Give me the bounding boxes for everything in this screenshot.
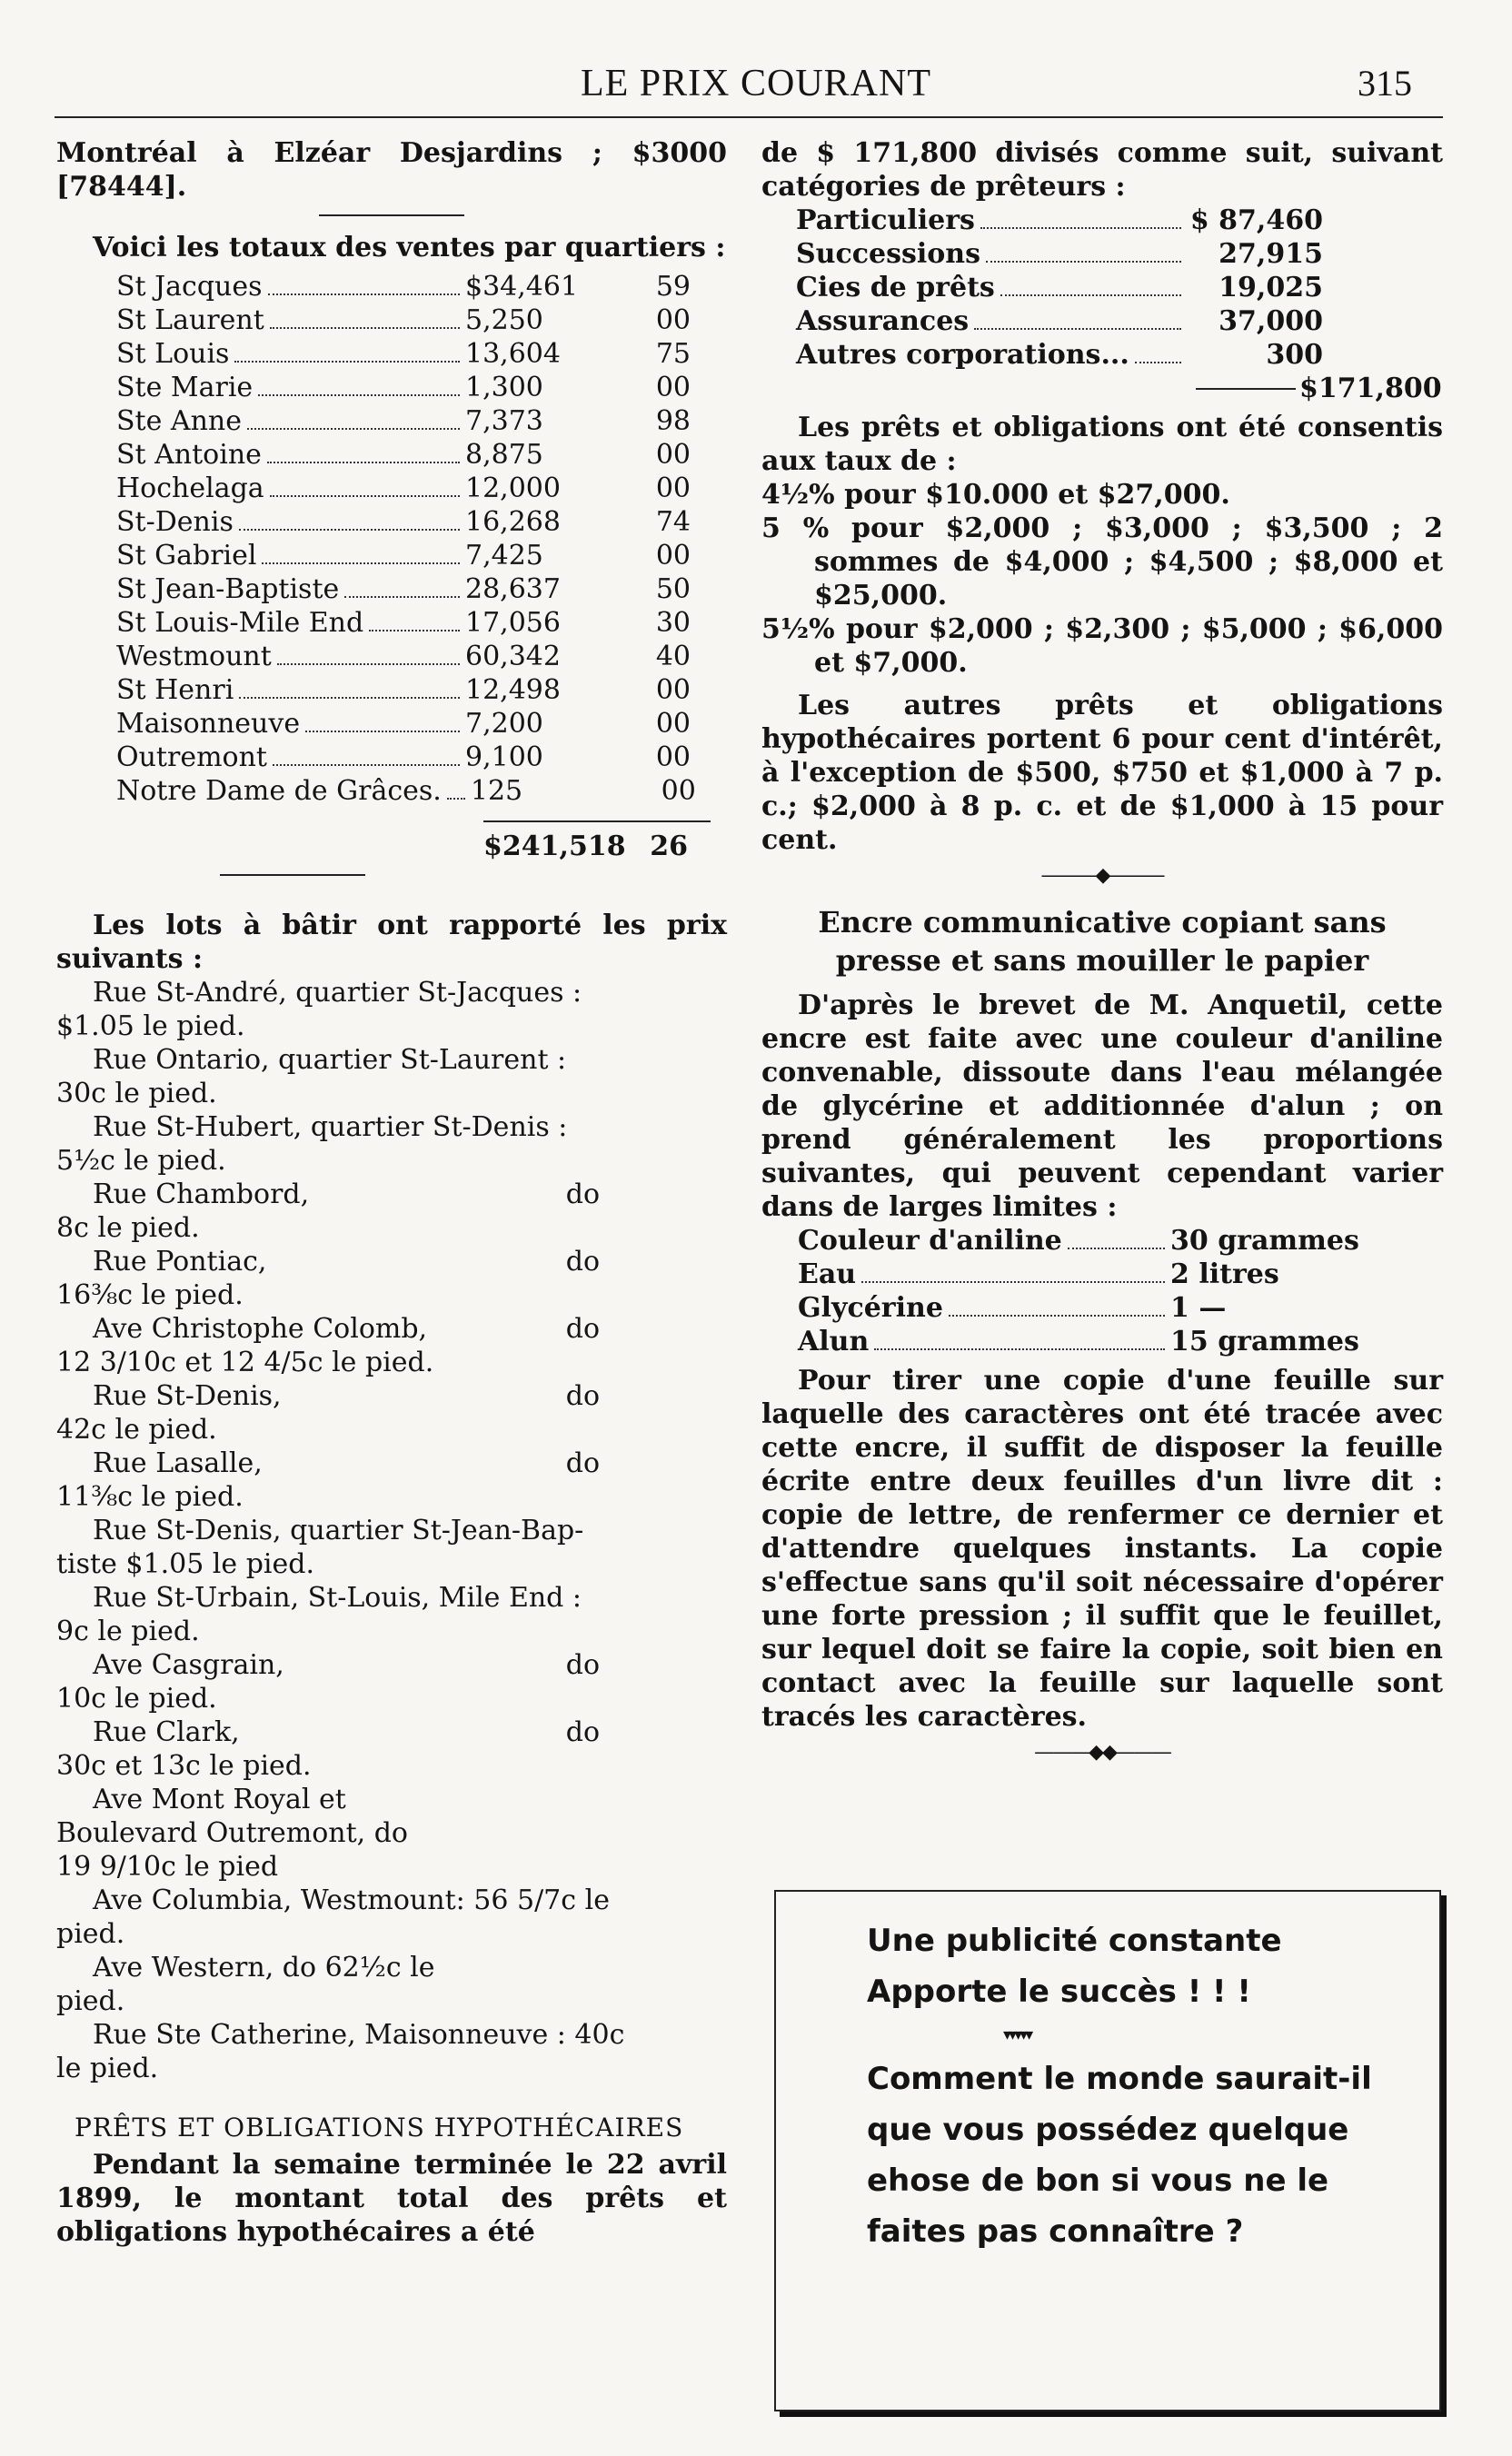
table-row bbox=[116, 337, 691, 371]
leader-dots bbox=[986, 261, 1181, 263]
ditto-mark: do bbox=[565, 1246, 600, 1278]
table-row bbox=[116, 606, 691, 640]
ingredient-qty: 1 — bbox=[1170, 1292, 1227, 1324]
quartier-name: St Gabriel bbox=[116, 540, 257, 572]
lot-price: 8c le pied. bbox=[56, 1212, 200, 1244]
lot-street-text: Rue St-Hubert, quartier St-Denis : bbox=[93, 1111, 568, 1143]
list-item bbox=[56, 1648, 727, 1715]
total-row bbox=[56, 830, 727, 863]
lot-street bbox=[56, 1715, 727, 1749]
lender-name: Successions bbox=[796, 238, 980, 270]
lot-street-text: Rue Ste Catherine, Maisonneuve : 40c bbox=[93, 2019, 625, 2051]
lot-street-text: Rue Clark, bbox=[93, 1716, 240, 1748]
quartier-cents: 50 bbox=[655, 573, 691, 605]
quartier-name: St-Denis bbox=[116, 506, 234, 538]
lender-amount: 27,915 bbox=[1219, 238, 1323, 270]
table-row bbox=[116, 707, 691, 741]
table-row bbox=[116, 774, 696, 808]
divider bbox=[319, 214, 464, 216]
total-amount: $241,518 bbox=[483, 830, 626, 862]
table-row bbox=[116, 472, 691, 505]
ink-paragraph-2: Pour tirer une copie d'une feuille sur laquelle des caractères ont été tracée avec cette encre, il suffit de disposer la feuille écrite entre deux feuilles d'un livre dit : copie de lettre, de renfermer ce dernier et d'attendre quelques instants. La copie s'effectue sans qu'il soit nécessaire d'opérer une forte pression ; il suffit que le feuillet, sur lequel doit se faire la copie, soit bien en contact avec la feuille sur laquelle sont tracés les caractères. bbox=[761, 1365, 1443, 1733]
table-row bbox=[116, 438, 691, 472]
lot-street bbox=[56, 1447, 727, 1480]
lots-heading: Les lots à bâtir ont rapporté les prix suivants : bbox=[56, 910, 727, 975]
quartier-cents: 00 bbox=[655, 472, 691, 504]
ad-line-2: Apporte le succès ! ! ! bbox=[867, 1974, 1251, 2010]
list-item bbox=[56, 1850, 727, 1884]
lot-price: Boulevard Outremont, do bbox=[56, 1817, 408, 1849]
quartier-cents: 40 bbox=[655, 641, 691, 672]
lot-street-text: Rue St-Denis, quartier St-Jean-Bap- bbox=[93, 1515, 584, 1546]
lots-list bbox=[56, 976, 727, 2085]
table-row bbox=[116, 371, 691, 404]
lenders-total: $171,800 bbox=[1299, 373, 1442, 404]
total-dash bbox=[1196, 388, 1296, 390]
lot-street bbox=[56, 1951, 727, 1984]
table-row bbox=[796, 304, 1323, 338]
quartier-amount: $34,461 bbox=[465, 271, 579, 303]
loans-heading: PRÊTS ET OBLIGATIONS HYPOTHÉCAIRES bbox=[75, 2113, 684, 2143]
table-row bbox=[116, 270, 691, 303]
lender-name: Particuliers bbox=[796, 204, 975, 236]
quartier-cents: 00 bbox=[655, 540, 691, 572]
leader-dots bbox=[980, 227, 1181, 229]
leader-dots bbox=[974, 328, 1181, 330]
lot-price: 12 3/10c et 12 4/5c le pied. bbox=[56, 1347, 434, 1378]
table-row bbox=[796, 271, 1323, 304]
ditto-mark: do bbox=[565, 1716, 600, 1748]
lot-price: pied. bbox=[56, 1985, 125, 2017]
loans-paragraph: Pendant la semaine terminée le 22 avril 1899, le montant total des prêts et obligations hypothécaires a été bbox=[56, 2149, 727, 2248]
quartier-amount: 1,300 bbox=[465, 372, 543, 403]
leader-dots bbox=[305, 731, 460, 732]
table-row bbox=[116, 640, 691, 673]
quartier-amount: 60,342 bbox=[465, 641, 561, 672]
table-row bbox=[798, 1224, 1379, 1258]
quartier-cents: 74 bbox=[655, 506, 691, 538]
leader-dots bbox=[258, 394, 460, 396]
lot-street bbox=[56, 1581, 727, 1615]
table-row bbox=[116, 741, 691, 774]
list-item bbox=[56, 1245, 727, 1312]
lot-price: 9c le pied. bbox=[56, 1616, 200, 1647]
intro-paragraph: Montréal à Elzéar Desjardins ; $3000 [78444]. bbox=[56, 137, 727, 203]
lot-street bbox=[56, 1178, 727, 1211]
ingredient-name: Alun bbox=[798, 1326, 870, 1357]
quartier-amount: 28,637 bbox=[465, 573, 561, 605]
rate-item: 5½% pour $2,000 ; $2,300 ; $5,000 ; $6,000 et $7,000. bbox=[761, 613, 1443, 679]
lot-street-text: Rue Lasalle, bbox=[93, 1447, 263, 1479]
list-item bbox=[56, 1581, 727, 1648]
rates-other: Les autres prêts et obligations hypothécaires portent 6 pour cent d'intérêt, à l'exception de $500, $750 et $1,000 à 7 p. c.; $2,000 à 8 p. c. et de $1,000 à 15 pour cent. bbox=[761, 690, 1443, 856]
list-item bbox=[56, 1783, 727, 1850]
leader-dots bbox=[344, 596, 460, 598]
quartier-cents: 59 bbox=[655, 271, 691, 303]
leader-dots bbox=[1068, 1248, 1165, 1249]
lender-name: Autres corporations... bbox=[796, 339, 1129, 371]
leader-dots bbox=[1000, 294, 1181, 296]
lot-street bbox=[56, 1110, 727, 1144]
table-row bbox=[116, 404, 691, 438]
ditto-mark: do bbox=[565, 1313, 600, 1345]
quartier-cents: 30 bbox=[655, 607, 691, 639]
list-item bbox=[56, 1379, 727, 1447]
lot-street bbox=[56, 1379, 727, 1413]
lot-price: le pied. bbox=[56, 2053, 159, 2084]
lot-price: 30c et 13c le pied. bbox=[56, 1750, 312, 1782]
list-item bbox=[56, 1715, 727, 1783]
lot-street-text: Ave Western, do 62½c le bbox=[93, 1952, 435, 1984]
lot-street-text: Ave Christophe Colomb, bbox=[93, 1313, 428, 1345]
lot-price: 16⅜c le pied. bbox=[56, 1279, 244, 1311]
quartier-name: St Laurent bbox=[116, 304, 264, 336]
ornament-divider: ———◆——— bbox=[1040, 864, 1164, 887]
ingredient-qty: 15 grammes bbox=[1170, 1326, 1359, 1357]
leader-dots bbox=[262, 562, 460, 564]
divider bbox=[220, 874, 365, 876]
quartier-amount: 13,604 bbox=[465, 338, 561, 370]
leader-dots bbox=[270, 495, 460, 497]
list-item bbox=[56, 1178, 727, 1245]
leader-dots bbox=[267, 462, 460, 463]
lot-street bbox=[56, 976, 727, 1009]
running-title: LE PRIX COURANT bbox=[580, 63, 931, 104]
ink-title: Encre communicative copiant sans presse et sans mouiller le papier bbox=[818, 905, 1387, 978]
leader-dots bbox=[447, 798, 465, 800]
ornament-divider: ———◆◆——— bbox=[1034, 1741, 1170, 1764]
lot-price: 19 9/10c le pied bbox=[56, 1851, 279, 1883]
list-item bbox=[56, 1110, 727, 1178]
rate-item: 5 % pour $2,000 ; $3,000 ; $3,500 ; 2 sommes de $4,000 ; $4,500 ; $8,000 et $25,000. bbox=[761, 512, 1443, 612]
quartier-amount: 8,875 bbox=[465, 439, 543, 471]
lot-price: 11⅜c le pied. bbox=[56, 1481, 244, 1513]
lender-amount: 300 bbox=[1266, 339, 1323, 371]
lender-name: Cies de prêts bbox=[796, 272, 995, 303]
quartier-name: Outremont bbox=[116, 741, 267, 773]
table-row bbox=[796, 204, 1323, 237]
quartier-name: Ste Marie bbox=[116, 372, 254, 403]
quartier-cents: 00 bbox=[661, 775, 696, 807]
ingredient-qty: 2 litres bbox=[1170, 1258, 1279, 1290]
quartier-cents: 00 bbox=[655, 674, 691, 706]
leader-dots bbox=[369, 630, 460, 631]
quartier-amount: 12,000 bbox=[465, 472, 561, 504]
ad-line-1: Une publicité constante bbox=[867, 1923, 1282, 1959]
leader-dots bbox=[270, 327, 460, 329]
quartier-name: St Antoine bbox=[116, 439, 262, 471]
table-row bbox=[796, 237, 1323, 271]
ad-ornament: ▾▾▾▾▾ bbox=[1003, 2025, 1031, 2044]
quartier-name: Notre Dame de Grâces. bbox=[116, 775, 442, 807]
quartier-name: Westmount bbox=[116, 641, 272, 672]
quartier-name: St Jean-Baptiste bbox=[116, 573, 340, 605]
ingredient-name: Eau bbox=[798, 1258, 857, 1290]
quartier-name: St Louis-Mile End bbox=[116, 607, 364, 639]
quartier-amount: 12,498 bbox=[465, 674, 561, 706]
ingredient-name: Couleur d'aniline bbox=[798, 1225, 1062, 1257]
quartier-amount: 17,056 bbox=[465, 607, 561, 639]
rates-heading: Les prêts et obligations ont été consentis aux taux de : bbox=[761, 412, 1443, 477]
quartier-name: St Jacques bbox=[116, 271, 263, 303]
leader-dots bbox=[273, 764, 460, 766]
quartier-cents: 00 bbox=[655, 741, 691, 773]
quartier-amount: 16,268 bbox=[465, 506, 561, 538]
lot-street bbox=[56, 1245, 727, 1278]
list-item bbox=[56, 1884, 727, 1951]
lot-street-text: Rue Ontario, quartier St-Laurent : bbox=[93, 1044, 567, 1076]
lenders-intro: de $ 171,800 divisés comme suit, suivant catégories de prêteurs : bbox=[761, 137, 1443, 203]
lot-street-text: Ave Mont Royal et bbox=[93, 1784, 346, 1815]
table-row bbox=[116, 539, 691, 572]
quartier-cents: 00 bbox=[655, 304, 691, 336]
lot-street-text: Ave Columbia, Westmount: 56 5/7c le bbox=[93, 1884, 610, 1916]
ingredient-qty: 30 grammes bbox=[1170, 1225, 1359, 1257]
quartier-cents: 00 bbox=[655, 708, 691, 740]
left-column bbox=[56, 136, 727, 2249]
leader-dots bbox=[239, 697, 460, 699]
ink-recipe-table bbox=[761, 1224, 1379, 1358]
lot-price: 5½c le pied. bbox=[56, 1145, 226, 1177]
leader-dots bbox=[949, 1315, 1165, 1317]
list-item bbox=[56, 1043, 727, 1110]
lot-street-text: Rue St-Urbain, St-Louis, Mile End : bbox=[93, 1582, 582, 1614]
list-item bbox=[56, 1514, 727, 1581]
lot-street bbox=[56, 1514, 727, 1547]
right-column bbox=[761, 136, 1443, 1776]
leader-dots bbox=[874, 1348, 1165, 1350]
total-rule bbox=[483, 820, 711, 822]
table-row bbox=[116, 572, 691, 606]
leader-dots bbox=[268, 293, 460, 295]
leader-dots bbox=[1135, 362, 1181, 363]
lenders-total-row bbox=[761, 372, 1443, 405]
quartier-cents: 00 bbox=[655, 439, 691, 471]
page-number: 315 bbox=[1358, 63, 1412, 104]
quartier-cents: 75 bbox=[655, 338, 691, 370]
lenders-table bbox=[761, 204, 1323, 372]
quartiers-table bbox=[56, 270, 696, 808]
lot-price: $1.05 le pied. bbox=[56, 1010, 245, 1042]
list-item bbox=[56, 2018, 727, 2085]
lot-street-text: Rue St-André, quartier St-Jacques : bbox=[93, 977, 582, 1009]
leader-dots bbox=[277, 663, 460, 665]
table-row bbox=[116, 303, 691, 337]
lender-name: Assurances bbox=[796, 305, 970, 337]
lender-amount: $ 87,460 bbox=[1189, 204, 1323, 236]
table-row bbox=[116, 673, 691, 707]
list-item bbox=[56, 1312, 727, 1379]
lot-street bbox=[56, 2018, 727, 2052]
lot-street-text: Rue Pontiac, bbox=[93, 1246, 267, 1278]
lot-street bbox=[56, 1783, 727, 1816]
list-item bbox=[56, 976, 727, 1043]
quartier-amount: 7,425 bbox=[465, 540, 543, 572]
list-item bbox=[56, 1951, 727, 2018]
lot-street bbox=[56, 1648, 727, 1682]
quartier-name: Maisonneuve bbox=[116, 708, 301, 740]
ad-line-3: Comment le monde saurait-il que vous possédez quelque ehose de bon si vous ne le faites pas connaître ? bbox=[867, 2061, 1372, 2250]
lender-amount: 37,000 bbox=[1219, 305, 1323, 337]
quartier-name: Ste Anne bbox=[116, 405, 242, 437]
lot-street-text: Rue St-Denis, bbox=[93, 1380, 282, 1412]
ditto-mark: do bbox=[565, 1380, 600, 1412]
quartier-name: St Louis bbox=[116, 338, 230, 370]
ditto-mark: do bbox=[565, 1178, 600, 1210]
rates-list bbox=[761, 478, 1443, 680]
lot-street-text: Rue Chambord, bbox=[93, 1178, 310, 1210]
lender-amount: 19,025 bbox=[1219, 272, 1323, 303]
lot-street bbox=[56, 1043, 727, 1077]
advertisement-box bbox=[774, 1890, 1441, 2411]
quartier-amount: 125 bbox=[470, 775, 523, 807]
table-row bbox=[116, 505, 691, 539]
quartier-name: Hochelaga bbox=[116, 472, 264, 504]
total-cents: 26 bbox=[650, 830, 689, 862]
table-row bbox=[796, 338, 1323, 372]
lot-price: 30c le pied. bbox=[56, 1078, 217, 1109]
leader-dots bbox=[234, 361, 460, 363]
lot-price: 42c le pied. bbox=[56, 1414, 217, 1446]
ingredient-name: Glycérine bbox=[798, 1292, 943, 1324]
quartier-name: St Henri bbox=[116, 674, 234, 706]
leader-dots bbox=[239, 529, 460, 531]
lot-price: tiste $1.05 le pied. bbox=[56, 1548, 314, 1580]
header-rule bbox=[55, 116, 1443, 118]
quartier-amount: 9,100 bbox=[465, 741, 543, 773]
list-item bbox=[56, 1447, 727, 1514]
lot-street bbox=[56, 1884, 727, 1917]
quartier-amount: 7,373 bbox=[465, 405, 543, 437]
table-row bbox=[798, 1325, 1379, 1358]
leader-dots bbox=[861, 1281, 1165, 1283]
ditto-mark: do bbox=[565, 1447, 600, 1479]
rate-item: 4½% pour $10.000 et $27,000. bbox=[761, 479, 1230, 511]
lot-street-text: Ave Casgrain, bbox=[93, 1649, 284, 1681]
quartier-cents: 00 bbox=[655, 372, 691, 403]
quartier-amount: 7,200 bbox=[465, 708, 543, 740]
lot-price: 10c le pied. bbox=[56, 1683, 217, 1715]
lot-street bbox=[56, 1312, 727, 1346]
ditto-mark: do bbox=[565, 1649, 600, 1681]
leader-dots bbox=[247, 428, 460, 430]
lot-price: pied. bbox=[56, 1918, 125, 1950]
ink-paragraph: D'après le brevet de M. Anquetil, cette encre est faite avec une couleur d'aniline convenable, dissoute dans l'eau mélangée de glycérine et additionnée d'alun ; on prend généralement les proportions suivantes, qui peuvent cependant varier dans de larges limites : bbox=[761, 989, 1443, 1223]
totals-heading: Voici les totaux des ventes par quartiers : bbox=[93, 232, 726, 263]
table-row bbox=[798, 1291, 1379, 1325]
quartier-amount: 5,250 bbox=[465, 304, 543, 336]
table-row bbox=[798, 1258, 1379, 1291]
quartier-cents: 98 bbox=[655, 405, 691, 437]
